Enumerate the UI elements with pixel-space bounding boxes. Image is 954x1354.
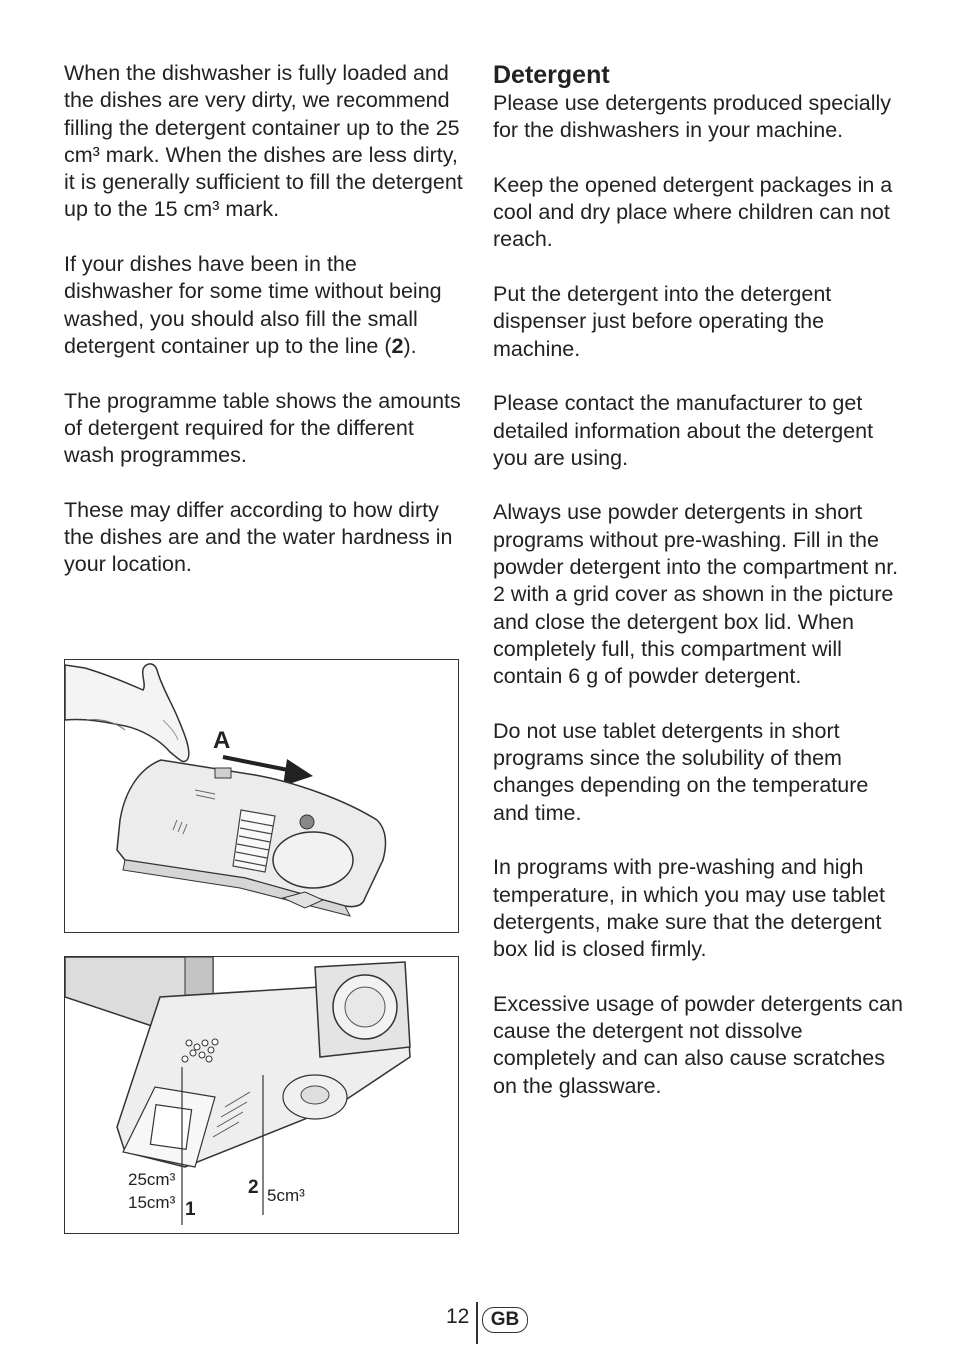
paragraph-powder-detergents: Always use powder detergents in short programs without pre-washing. Fill in the powder detergent into the compartment nr. 2 with a grid cover as shown in the picture and close the detergent box lid. When completely full, this compartment will contain 6 g of powder detergent. bbox=[493, 500, 899, 689]
fill-lines-illustration bbox=[65, 957, 458, 1233]
paragraph-pre-washing: In programs with pre-washing and high temperature, in which you may use tablet detergents, make sure that the detergent box lid is closed firmly. bbox=[493, 855, 885, 962]
footer-divider bbox=[476, 1302, 478, 1344]
figure-detergent-fill-lines bbox=[64, 956, 459, 1234]
paragraph-programme-table: The programme table shows the amounts of detergent required for the different wash programmes. bbox=[64, 388, 461, 468]
paragraph-put-detergent: Put the detergent into the detergent dispenser just before operating the machine. bbox=[493, 282, 832, 361]
language-badge: GB bbox=[482, 1307, 528, 1333]
label-5cm3: 5cm³ bbox=[267, 1186, 305, 1205]
paren-close: ). bbox=[403, 333, 417, 358]
paragraph-excessive-usage: Excessive usage of powder detergents can cause the detergent not dissolve completely and can also cause scratches on the glassware. bbox=[493, 991, 903, 1098]
label-line-1: 1 bbox=[185, 1199, 196, 1220]
paragraph-contact-manufacturer: Please contact the manufacturer to get detailed information about the detergent you are using. bbox=[493, 391, 874, 470]
section-heading-detergent: Detergent bbox=[493, 61, 610, 89]
figure-dispenser-open bbox=[64, 659, 459, 933]
label-25cm3: 25cm³ bbox=[128, 1170, 176, 1189]
paragraph-water-hardness: These may differ according to how dirty the dishes are and the water hardness in your location. bbox=[64, 497, 453, 577]
paragraph-fill-amount: When the dishwasher is fully loaded and the dishes are very dirty, we recommend filling the detergent container up to the 25 cm³ mark. When the dishes are less dirty, it is generally sufficient to fill the detergent up to the 15 cm³ mark. bbox=[64, 61, 463, 222]
dispenser-illustration bbox=[65, 660, 458, 932]
label-line-2: 2 bbox=[248, 1177, 259, 1198]
paragraph-no-tablets: Do not use tablet detergents in short programs since the solubility of them changes depending on the temperature and time. bbox=[493, 718, 869, 825]
paragraph-small-container bbox=[64, 251, 464, 360]
paren-open: ( bbox=[384, 333, 392, 358]
label-15cm3: 15cm³ bbox=[128, 1193, 176, 1212]
paragraph-use-detergents: Please use detergents produced specially for the dishwashers in your machine. bbox=[493, 91, 892, 143]
label-a: A bbox=[213, 727, 231, 754]
right-column bbox=[493, 60, 903, 1127]
page-number: 12 bbox=[446, 1305, 470, 1328]
left-column bbox=[64, 60, 464, 606]
paragraph-keep-packages: Keep the opened detergent packages in a cool and dry place where children can not reach. bbox=[493, 172, 893, 252]
line-2-reference: 2 bbox=[391, 333, 404, 358]
paragraph-small-container-text: If your dishes have been in the dishwasher for some time without being washed, you should also fill the small detergent container up to the line bbox=[64, 252, 442, 358]
